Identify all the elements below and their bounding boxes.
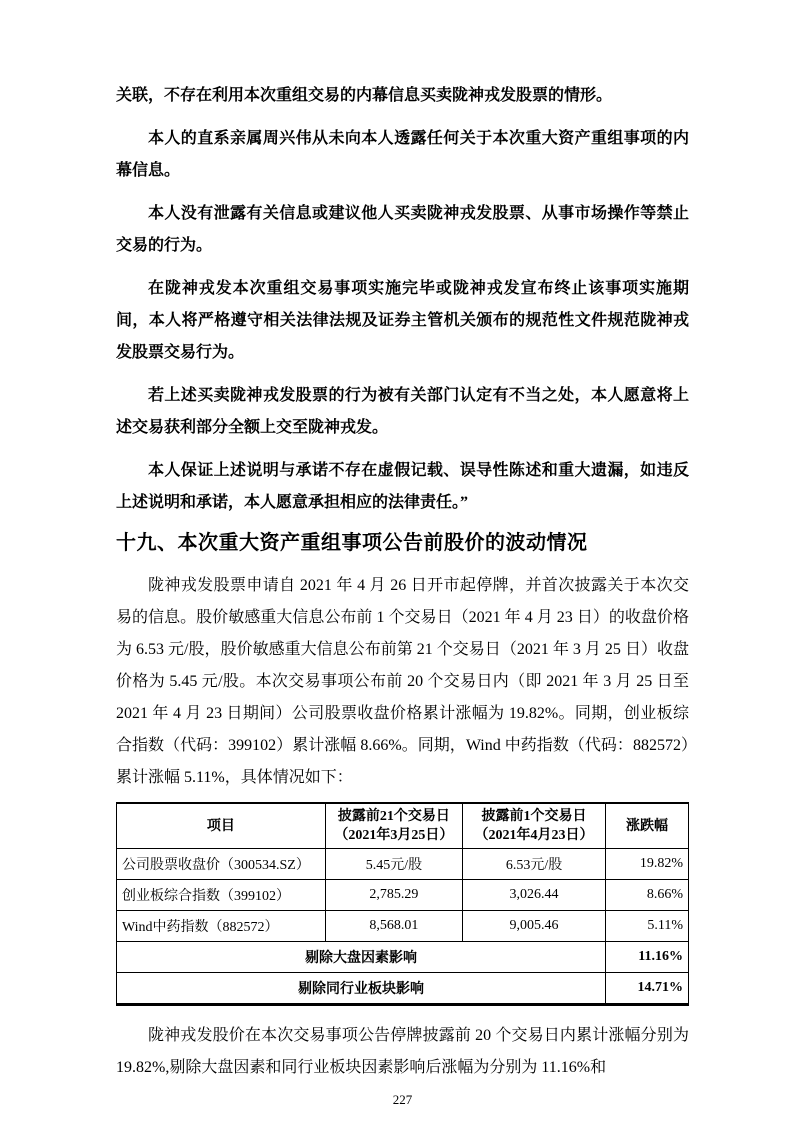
table-header-item: 项目 [117,803,326,849]
row3-before21: 8,568.01 [325,911,462,942]
quoted-paragraph-6: 本人保证上述说明与承诺不存在虚假记载、误导性陈述和重大遗漏，如违反上述说明和承诺，本人愿意承担相应的法律责任。” [116,462,689,511]
page-number: 227 [392,1092,413,1107]
row1-before21: 5.45元/股 [325,849,462,880]
summary2-label: 剔除同行业板块影响 [117,973,606,1005]
quoted-paragraph-4: 在陇神戎发本次重组交易事项实施完毕或陇神戎发宣布终止该事项实施期间，本人将严格遵守相关法律法规及证券主管机关颁布的规范性文件规范陇神戎发股票交易行为。 [116,280,689,361]
quoted-paragraph-2: 本人的直系亲属周兴伟从未向本人透露任何关于本次重大资产重组事项的内幕信息。 [116,130,689,179]
closing-paragraph: 陇神戎发股价在本次交易事项公告停牌披露前 20 个交易日内累计涨幅分别为 19.82%,剔除大盘因素和同行业板块因素影响后涨幅为分别为 11.16%和 [116,1027,689,1076]
row2-before21: 2,785.29 [325,880,462,911]
summary1-value: 11.16% [606,942,689,973]
table-row [117,880,689,911]
table-row [117,849,689,880]
table-summary-row [117,973,689,1005]
row3-change: 5.11% [606,911,689,942]
quoted-paragraph-1: 关联，不存在利用本次重组交易的内幕信息买卖陇神戎发股票的情形。 [116,87,613,104]
table-header-before21 [325,803,462,849]
table-header-before1-line2: （2021年4月23日） [474,828,594,843]
table-summary-row [117,942,689,973]
quoted-paragraph-3: 本人没有泄露有关信息或建议他人买卖陇神戎发股票、从事市场操作等禁止交易的行为。 [116,205,689,254]
intro-paragraph: 陇神戎发股票申请自 2021 年 4 月 26 日开市起停牌，并首次披露关于本次交易的信息。股价敏感重大信息公布前 1 个交易日（2021 年 4 月 23 日）的收盘价格为 6.53 元/股，股价敏感重大信息公布前第 21 个交易日（2021 年 3 月 25 日）收盘价格为 5.45 元/股。本次交易事项公布前 20 个交易日内（即 2021 年 3 月 25 日至 2021 年 4 月 23 日期间）公司股票收盘价格累计涨幅为 19.82%。同期，创业板综合指数（代码：399102）累计涨幅 8.66%。同期，Wind 中药指数（代码：882572）累计涨幅 5.11%，具体情况如下： [116,577,689,786]
row2-change: 8.66% [606,880,689,911]
row2-before1: 3,026.44 [463,880,606,911]
row2-item: 创业板综合指数（399102） [117,880,326,911]
table-header-row [117,803,689,849]
row1-item: 公司股票收盘价（300534.SZ） [117,849,326,880]
price-fluctuation-table [116,802,689,1006]
row1-change: 19.82% [606,849,689,880]
table-header-change: 涨跌幅 [606,803,689,849]
row3-before1: 9,005.46 [463,911,606,942]
table-row [117,911,689,942]
summary1-label: 剔除大盘因素影响 [117,942,606,973]
row3-item: Wind中药指数（882572） [117,911,326,942]
row1-before1: 6.53元/股 [463,849,606,880]
quoted-paragraph-5: 若上述买卖陇神戎发股票的行为被有关部门认定有不当之处，本人愿意将上述交易获利部分全额上交至陇神戎发。 [116,387,689,436]
section-heading: 十九、本次重大资产重组事项公告前股价的波动情况 [116,532,588,554]
table-header-before1 [463,803,606,849]
table-header-before21-line2: （2021年3月25日） [334,828,454,843]
summary2-value: 14.71% [606,973,689,1005]
table-header-before21-line1: 披露前21个交易日 [337,809,450,824]
table-header-before1-line1: 披露前1个交易日 [481,809,587,824]
